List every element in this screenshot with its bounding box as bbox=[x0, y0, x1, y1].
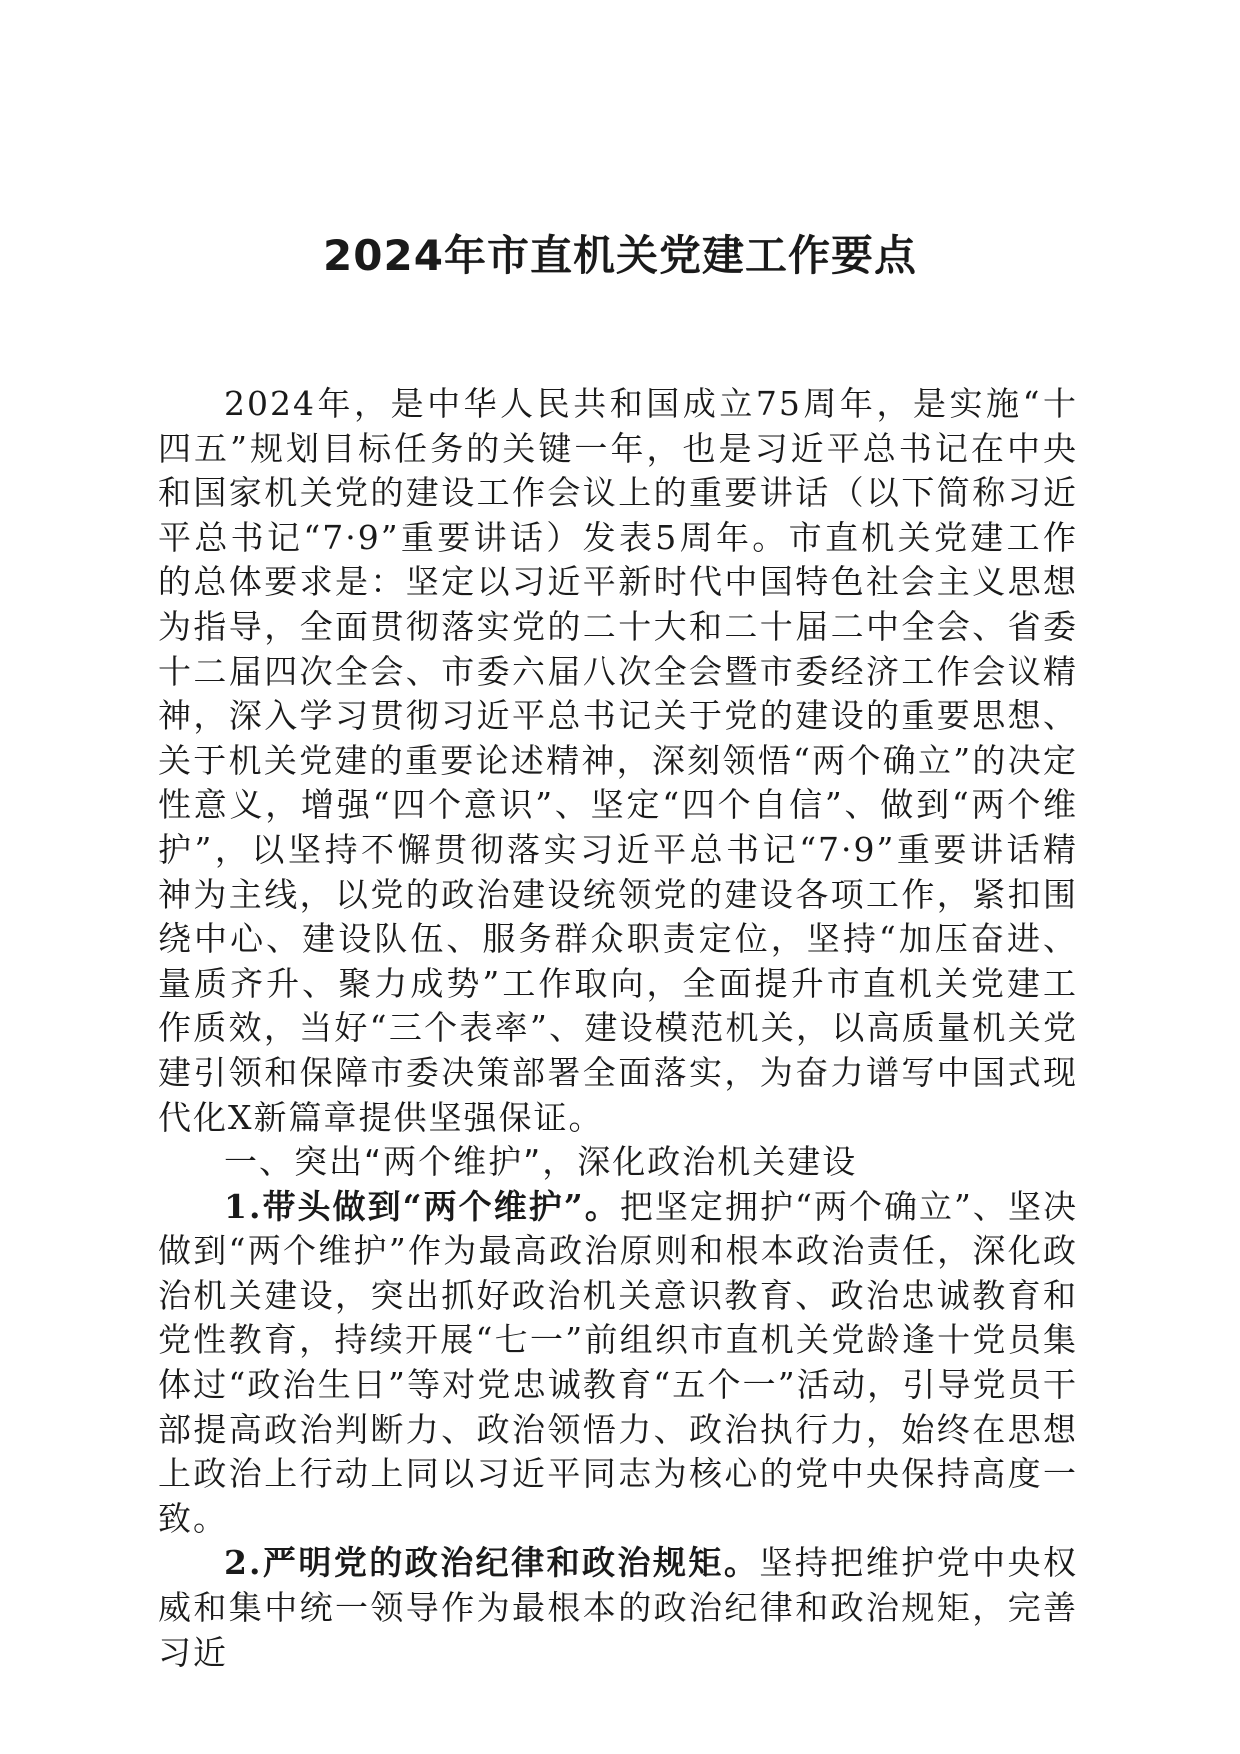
item-text-2: 坚持把维护党中央权威和集中统一领导作为最根本的政治纪律和政治规矩，完善习近 bbox=[158, 1543, 1079, 1672]
intro-paragraph: 2024年，是中华人民共和国成立75周年，是实施“十四五”规划目标任务的关键一年，也是习近平总书记在中央和国家机关党的建设工作会议上的重要讲话（以下简称习近平总书记“7·9”重要讲话）发表5周年。市直机关党建工作的总体要求是：坚定以习近平新时代中国特色社会主义思想为指导，全面贯彻落实党的二十大和二十届二中全会、省委十二届四次全会、市委六届八次全会暨市委经济工作会议精神，深入学习贯彻习近平总书记关于党的建设的重要思想、关于机关党建的重要论述精神，深刻领悟“两个确立”的决定性意义，增强“四个意识”、坚定“四个自信”、做到“两个维护”，以坚持不懈贯彻落实习近平总书记“7·9”重要讲话精神为主线，以党的政治建设统领党的建设各项工作，紧扣围绕中心、建设队伍、服务群众职责定位，坚持“加压奋进、量质齐升、聚力成势”工作取向，全面提升市直机关党建工作质效，当好“三个表率”、建设模范机关，以高质量机关党建引领和保障市委决策部署全面落实，为奋力谱写中国式现代化X新篇章提供坚强保证。 bbox=[158, 384, 1078, 1137]
section-heading-1: 一、突出“两个维护”，深化政治机关建设 bbox=[224, 1142, 858, 1182]
item-heading-1: 1.带头做到“两个维护”。 bbox=[224, 1186, 620, 1226]
item-heading-2: 2.严明党的政治纪律和政治规矩。 bbox=[224, 1543, 760, 1583]
item-paragraph-1 bbox=[158, 1185, 1078, 1542]
item-paragraph-2 bbox=[158, 1541, 1078, 1675]
document-title: 2024年市直机关党建工作要点 bbox=[323, 231, 917, 280]
document-body bbox=[158, 382, 1078, 1675]
item-text-1: 把坚定拥护“两个确立”、坚决做到“两个维护”作为最高政治原则和根本政治责任，深化政治机关建设，突出抓好政治机关意识教育、政治忠诚教育和党性教育，持续开展“七一”前组织市直机关党龄逢十党员集体过“政治生日”等对党忠诚教育“五个一”活动，引导党员干部提高政治判断力、政治领悟力、政治执行力，始终在思想上政治上行动上同以习近平同志为核心的党中央保持高度一致。 bbox=[158, 1186, 1078, 1538]
